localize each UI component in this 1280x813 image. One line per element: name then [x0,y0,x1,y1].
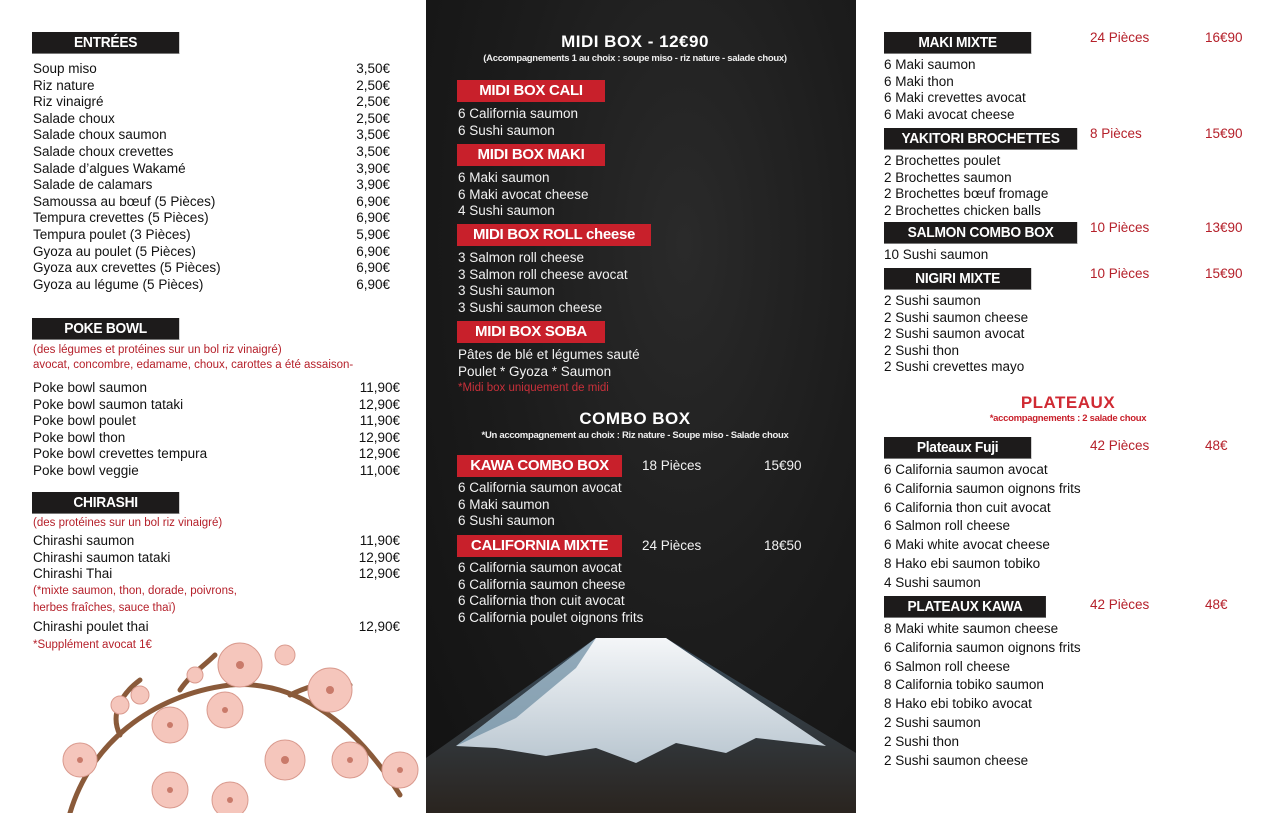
cherry-blossom-illustration [30,625,420,813]
menu-item-price: 3,90€ [356,160,390,176]
combo-box-title: COMBO BOX [579,409,691,428]
section-header-entrees: ENTRÉES [32,32,179,54]
section-price: 13€90 [1205,220,1243,235]
menu-item-name: Poke bowl saumon tataki [33,396,184,412]
midi-box-item: 6 Sushi saumon [458,122,555,138]
menu-item-price: 5,90€ [356,227,390,242]
chirashi-note: (des protéines sur un bol riz vinaigré) [33,517,223,529]
menu-item-name: Gyoza aux crevettes (5 Pièces) [33,260,221,276]
combo-box-price: 15€90 [764,458,802,473]
menu-item-name: Poke bowl veggie [33,463,139,478]
section-item: 2 Sushi saumon avocat [884,326,1025,342]
plateaux-subtitle: *accompagnements : 2 salade choux [989,413,1147,424]
combo-box-pieces: 24 Pièces [642,538,702,553]
midi-box-header: MIDI BOX MAKI [457,144,605,166]
menu-item-price: 11,90€ [359,380,400,395]
menu-item-name: Gyoza au légume (5 Pièces) [33,276,204,292]
section-pieces: 10 Pièces [1090,220,1150,235]
plateau-item: 2 Sushi saumon [884,715,981,730]
plateau-pieces: 42 Pièces [1090,597,1150,612]
midi-box-item: 3 Sushi saumon cheese [458,299,603,315]
menu-item-price: 6,90€ [356,260,390,276]
plateau-item: 2 Sushi thon [884,733,960,749]
combo-box-subtitle: *Un accompagnement au choix : Riz nature - Soupe miso - Salade choux [481,430,789,441]
menu-item-price: 12,90€ [358,396,400,412]
section-item: 2 Sushi saumon [884,293,981,308]
menu-item-name: Tempura poulet (3 Pièces) [33,227,191,242]
section-header-poke-bowl: POKE BOWL [32,318,179,340]
plateau-pieces: 42 Pièces [1090,438,1150,453]
section-item: 2 Brochettes poulet [884,153,1001,168]
menu-item-name: Salade choux saumon [33,127,167,143]
midi-box-header: MIDI BOX CALI [457,80,605,102]
menu-item-name: Poke bowl crevettes tempura [33,446,208,462]
section-item: 2 Sushi thon [884,342,960,358]
section-pieces: 8 Pièces [1090,126,1142,141]
menu-item-price: 12,90€ [358,619,400,634]
plateau-item: 8 Hako ebi saumon tobiko [884,556,1041,571]
menu-item-name: Poke bowl poulet [33,413,136,429]
left-menu-column [0,0,426,813]
menu-item-name: Chirashi saumon [33,533,135,548]
menu-item-price: 11,90€ [359,413,400,429]
section-item: 6 Maki avocat cheese [884,106,1015,122]
menu-item-name: Riz nature [33,77,95,93]
menu-item-name: Salade de calamars [33,177,153,193]
section-item: 6 Maki thon [884,73,954,89]
center-menu-column [426,0,856,813]
supplement-note: *Supplément avocat 1€ [33,639,152,651]
combo-box-pieces: 18 Pièces [642,458,702,473]
section-price: 15€90 [1205,266,1243,281]
combo-box-header: KAWA COMBO BOX [457,455,622,477]
combo-box-item: 6 Maki saumon [458,496,550,512]
plateau-item: 6 Salmon roll cheese [884,518,1011,534]
menu-item-price: 3,50€ [356,127,390,143]
section-item: 2 Brochettes saumon [884,169,1012,185]
menu-item-price: 6,90€ [356,210,390,226]
menu-item-price: 6,90€ [356,243,390,259]
plateau-item: 8 Maki white saumon cheese [884,621,1059,636]
plateau-header: Plateaux Fuji [884,437,1031,459]
plateau-item: 6 California saumon avocat [884,462,1048,477]
plateau-item: 6 Maki white avocat cheese [884,537,1050,553]
menu-item-name: Chirashi saumon tataki [33,549,171,565]
plateau-item: 2 Sushi saumon cheese [884,752,1029,768]
plateau-price: 48€ [1205,597,1228,612]
plateau-item: 4 Sushi saumon [884,574,981,590]
chirashi-thai-note-1: (*mixte saumon, thon, dorade, poivrons, [33,585,237,597]
plateau-item: 6 California thon cuit avocat [884,499,1051,515]
menu-item-price: 12,90€ [358,429,400,445]
menu-item-name: Salade d’algues Wakamé [33,160,186,176]
midi-box-note: *Midi box uniquement de midi [458,382,609,394]
poke-note-1: (des légumes et protéines sur un bol riz vinaigré) [33,344,282,356]
menu-item-name: Salade choux crevettes [33,144,174,159]
plateau-item: 8 California tobiko saumon [884,677,1044,693]
combo-box-price: 18€50 [764,538,802,553]
menu-item-price: 6,90€ [356,276,390,292]
section-price: 15€90 [1205,126,1243,141]
plateau-item: 6 California saumon oignons frits [884,639,1081,655]
section-pieces: 24 Pièces [1090,30,1150,45]
section-item: 2 Sushi saumon cheese [884,309,1029,325]
mount-fuji-image [426,628,856,813]
section-item: 2 Brochettes bœuf fromage [884,186,1049,202]
section-item: 6 Maki crevettes avocat [884,90,1026,106]
plateau-header: PLATEAUX KAWA [884,596,1046,618]
menu-item-price: 2,50€ [356,110,390,126]
midi-box-item: 3 Salmon roll cheese avocat [458,266,628,282]
section-price: 16€90 [1205,30,1243,45]
menu-item-name: Salade choux [33,110,115,126]
menu-item-name: Tempura crevettes (5 Pièces) [33,210,209,226]
menu-item-price: 12,90€ [358,566,400,582]
combo-box-item: 6 Sushi saumon [458,513,555,529]
menu-item-name: Chirashi Thai [33,566,113,582]
combo-box-header: CALIFORNIA MIXTE [457,535,622,557]
chirashi-thai-note-2: herbes fraîches, sauce thaï) [33,602,176,614]
menu-item-name: Poke bowl saumon [33,380,148,395]
plateaux-title: PLATEAUX [1020,393,1116,412]
midi-box-item: 3 Salmon roll cheese [458,250,585,265]
midi-box-subtitle: (Accompagnements 1 au choix : soupe miso - riz nature - salade choux) [483,53,787,64]
section-header: NIGIRI MIXTE [884,268,1031,290]
menu-item-price: 2,50€ [356,77,390,93]
menu-item-name: Soup miso [33,61,97,76]
combo-box-item: 6 California thon cuit avocat [458,593,625,609]
menu-item-price: 3,50€ [356,144,390,159]
midi-box-header: MIDI BOX ROLL cheese [457,224,651,246]
section-header: MAKI MIXTE [884,32,1031,54]
menu-item-name: Poke bowl thon [33,429,126,445]
midi-box-header: MIDI BOX SOBA [457,321,605,343]
combo-box-item: 6 California saumon cheese [458,576,626,592]
midi-box-item: 6 Maki avocat cheese [458,186,589,202]
midi-box-item: 4 Sushi saumon [458,203,555,219]
midi-box-item: 6 Maki saumon [458,170,550,185]
section-item: 10 Sushi saumon [884,247,989,262]
plateau-price: 48€ [1205,438,1228,453]
section-item: 6 Maki saumon [884,57,976,72]
section-header: YAKITORI BROCHETTES [884,128,1077,150]
plateau-item: 6 California saumon oignons frits [884,480,1081,496]
combo-box-item: 6 California saumon avocat [458,560,622,575]
menu-item-price: 2,50€ [356,94,390,110]
section-item: 2 Brochettes chicken balls [884,202,1041,218]
midi-box-item: 3 Sushi saumon [458,283,555,299]
menu-item-name: Gyoza au poulet (5 Pièces) [33,243,196,259]
menu-item-name: Samoussa au bœuf (5 Pièces) [33,193,216,209]
menu-item-name: Riz vinaigré [33,94,104,110]
combo-box-item: 6 California saumon avocat [458,480,622,495]
menu-item-price: 11,00€ [359,463,400,478]
section-item: 2 Sushi crevettes mayo [884,359,1025,375]
section-pieces: 10 Pièces [1090,266,1150,281]
combo-box-item: 6 California poulet oignons frits [458,609,644,625]
plateau-item: 8 Hako ebi tobiko avocat [884,696,1032,712]
plateau-item: 6 Salmon roll cheese [884,658,1011,674]
menu-item-price: 11,90€ [359,533,400,548]
poke-note-2: avocat, concombre, edamame, choux, carottes a été assaison- [33,359,354,371]
menu-item-name: Chirashi poulet thai [33,619,149,634]
menu-item-price: 3,50€ [356,61,390,76]
menu-item-price: 12,90€ [358,446,400,462]
menu-item-price: 12,90€ [358,549,400,565]
midi-box-item: 6 California saumon [458,106,579,121]
midi-box-title: MIDI BOX - 12€90 [561,32,709,51]
menu-item-price: 6,90€ [356,193,390,209]
menu-item-price: 3,90€ [356,177,390,193]
midi-box-item: Poulet * Gyoza * Saumon [458,363,612,379]
section-header: SALMON COMBO BOX [884,222,1077,244]
right-menu-column [856,0,1280,813]
midi-box-item: Pâtes de blé et légumes sauté [458,347,640,362]
section-header-chirashi: CHIRASHI [32,492,179,514]
